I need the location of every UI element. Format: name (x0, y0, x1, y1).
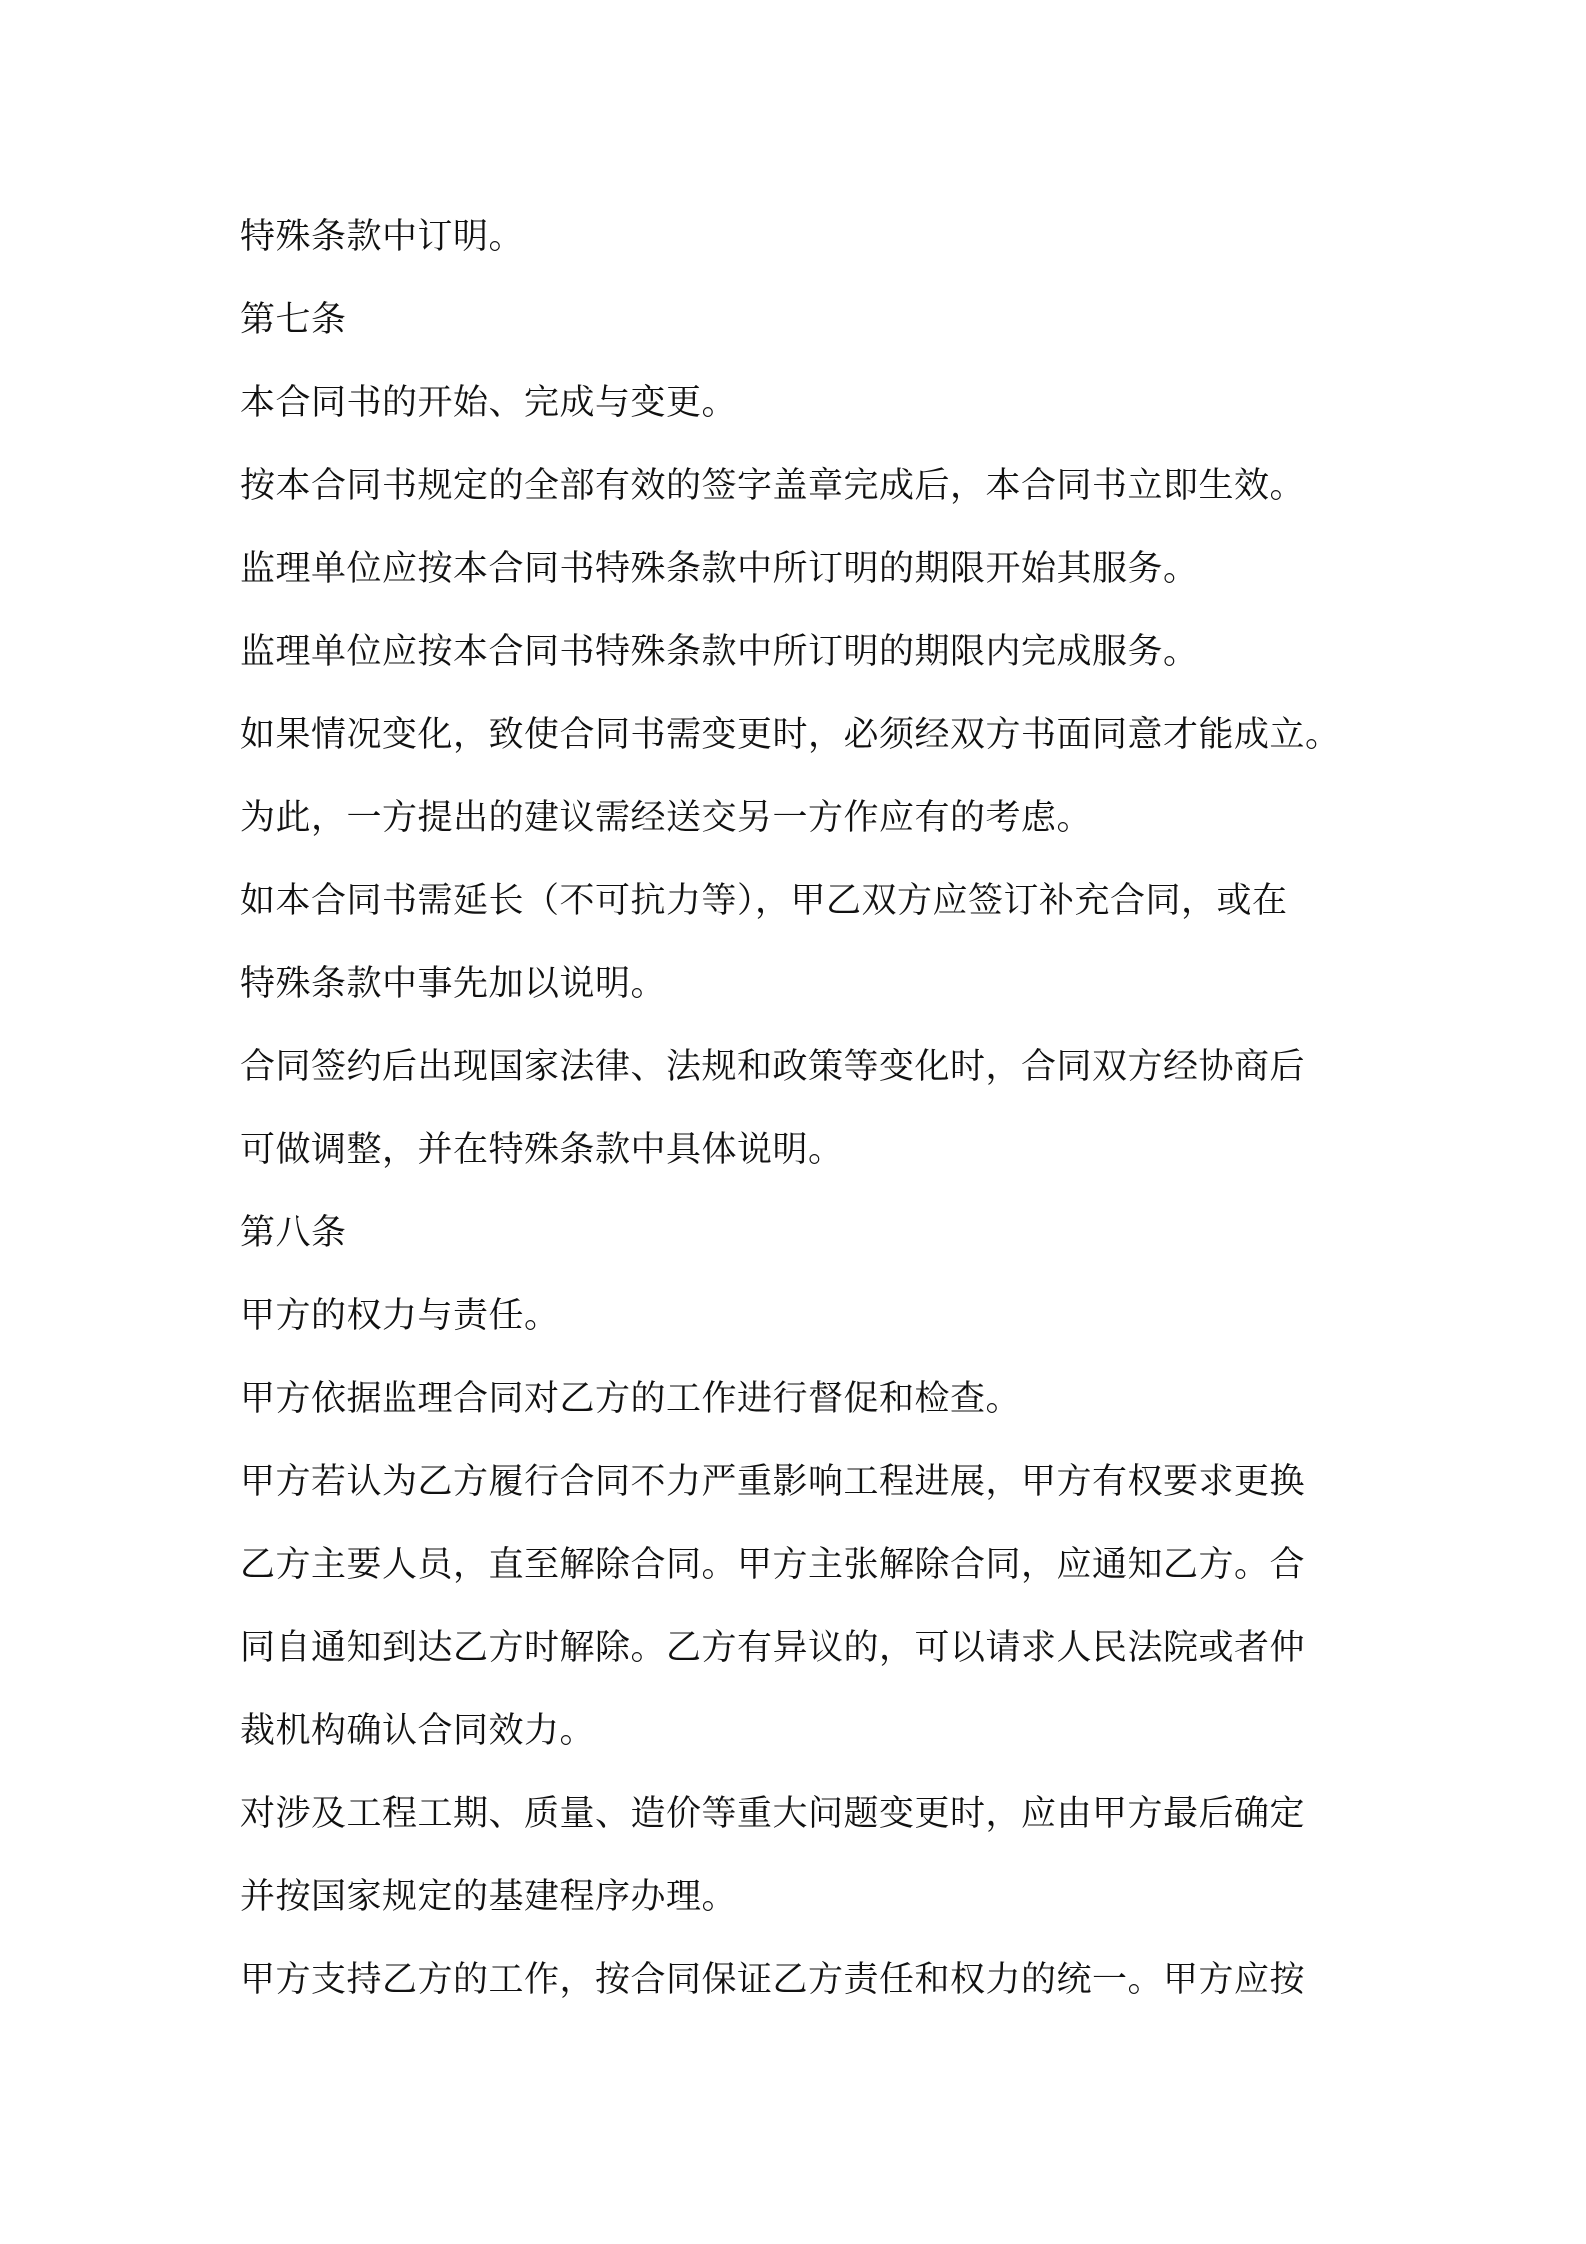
text-line-18: 同自通知到达乙方时解除。乙方有异议的，可以请求人民法院或者仲 (240, 1628, 1306, 1668)
text-line-6: 监理单位应按本合同书特殊条款中所订明的期限内完成服务。 (240, 632, 1199, 672)
text-line-5: 监理单位应按本合同书特殊条款中所订明的期限开始其服务。 (240, 549, 1199, 589)
text-line-9: 如本合同书需延长（不可抗力等），甲乙双方应签订补充合同，或在 (240, 881, 1288, 921)
text-line-15: 甲方依据监理合同对乙方的工作进行督促和检查。 (240, 1379, 1022, 1419)
text-line-8: 为此，一方提出的建议需经送交另一方作应有的考虑。 (240, 798, 1093, 838)
text-line-12: 可做调整，并在特殊条款中具体说明。 (240, 1130, 844, 1170)
document-body (240, 196, 1365, 2022)
text-line-22: 甲方支持乙方的工作，按合同保证乙方责任和权力的统一。甲方应按 (240, 1960, 1306, 2000)
text-line-7: 如果情况变化，致使合同书需变更时，必须经双方书面同意才能成立。 (240, 715, 1341, 755)
article-heading-7: 第七条 (240, 300, 347, 340)
article-heading-8: 第八条 (240, 1213, 347, 1253)
text-line-19: 裁机构确认合同效力。 (240, 1711, 596, 1751)
text-line-17: 乙方主要人员，直至解除合同。甲方主张解除合同，应通知乙方。合 (240, 1545, 1306, 1585)
text-line-14: 甲方的权力与责任。 (240, 1296, 560, 1336)
text-line-4: 按本合同书规定的全部有效的签字盖章完成后，本合同书立即生效。 (240, 466, 1306, 506)
text-line-16: 甲方若认为乙方履行合同不力严重影响工程进展，甲方有权要求更换 (240, 1462, 1306, 1502)
text-line-3: 本合同书的开始、完成与变更。 (240, 383, 738, 423)
text-line-21: 并按国家规定的基建程序办理。 (240, 1877, 738, 1917)
text-line-11: 合同签约后出现国家法律、法规和政策等变化时，合同双方经协商后 (240, 1047, 1306, 1087)
text-line-1: 特殊条款中订明。 (240, 217, 525, 257)
text-line-20: 对涉及工程工期、质量、造价等重大问题变更时，应由甲方最后确定 (240, 1794, 1306, 1834)
text-line-10: 特殊条款中事先加以说明。 (240, 964, 667, 1004)
